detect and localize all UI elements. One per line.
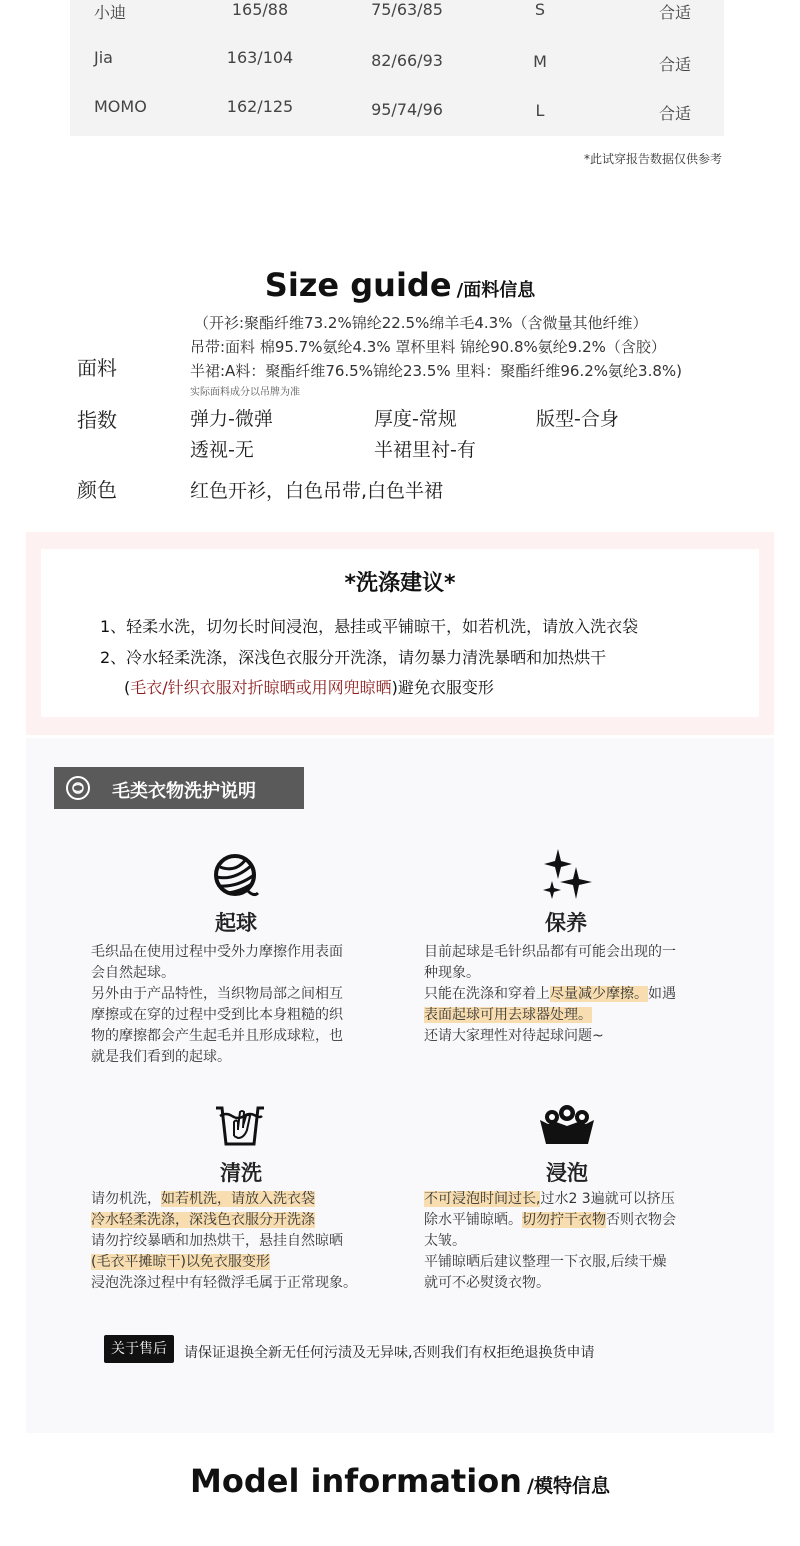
fit-note: *此试穿报告数据仅供参考: [583, 152, 722, 166]
maintain-text: [424, 942, 724, 1047]
model-name: 小迪: [94, 3, 127, 22]
sparkle-icon: [540, 847, 594, 901]
wool-care-banner-text: 毛类衣物洗护说明: [112, 781, 256, 802]
pilling-line: 毛织品在使用过程中受外力摩擦作用表面: [91, 944, 343, 960]
yarn-ball-icon: [212, 853, 260, 901]
maintain-line: 还请大家理性对待起球问题~: [424, 1028, 604, 1044]
measurements: 82/66/93: [371, 51, 443, 70]
maintain-title: 保养: [545, 911, 587, 935]
fit: 合适: [658, 104, 691, 123]
after-sales-tag: 关于售后: [104, 1335, 174, 1363]
height-weight: 162/125: [226, 97, 294, 116]
size: L: [535, 101, 545, 120]
pilling-line: 摩擦或在穿的过程中受到比本身粗糙的织: [91, 1007, 343, 1023]
wool-care-banner: [54, 767, 304, 809]
wool-icon: [66, 776, 90, 800]
wash-line-1: 1、轻柔水洗，切勿长时间浸泡，悬挂或平铺晾干，如若机洗，请放入洗衣袋: [100, 617, 639, 636]
size: S: [534, 0, 546, 19]
maintain-highlight: 尽量减少摩擦。: [550, 986, 648, 1002]
soak-line: [424, 1189, 734, 1210]
wash-care-line: [91, 1252, 401, 1273]
wash-care-title: 清洗: [220, 1161, 262, 1185]
size-guide-title: Size guide: [264, 266, 452, 304]
after-sales-text: 请保证退换全新无任何污渍及无异味,否则我们有权拒绝退换货申请: [184, 1345, 595, 1361]
measurements: 75/63/85: [371, 0, 443, 19]
wash-title: *洗涤建议*: [344, 571, 456, 596]
maintain-line: [424, 984, 724, 1005]
wool-care-section: [26, 738, 774, 1433]
skirt-lining: 半裙里衬-有: [374, 439, 476, 461]
height-weight: 165/88: [231, 0, 289, 19]
model-info-subtitle: /模特信息: [527, 1475, 610, 1497]
soak-line: 就可不必熨烫衣物。: [424, 1275, 550, 1291]
elasticity: 弹力-微弹: [190, 408, 273, 430]
fabric-label: 面料: [77, 356, 117, 380]
measurements: 95/74/96: [371, 100, 443, 119]
wash-line-3: [124, 675, 494, 698]
wash-line-2: 2、冷水轻柔洗涤，深浅色衣服分开洗涤，请勿暴力清洗暴晒和加热烘干: [100, 648, 607, 667]
fabric-line: 吊带:面料 棉95.7%氨纶4.3% 罩杯里料 锦纶90.8%氨纶9.2%（含胶）: [190, 338, 666, 356]
fabric-note: 实际面料成分以吊牌为准: [190, 387, 300, 398]
maintain-line: 种现象。: [424, 965, 480, 981]
color-value: 红色开衫，白色吊带,白色半裙: [190, 480, 444, 502]
maintain-line: [424, 1005, 724, 1026]
hand-wash-icon: [214, 1102, 266, 1148]
table-row: [70, 0, 724, 50]
wash-care-highlight: 冷水轻柔洗涤，深浅色衣服分开洗涤: [91, 1212, 315, 1228]
wash-line-3-rest: )避免衣服变形: [391, 678, 494, 697]
index-label: 指数: [77, 408, 117, 432]
wash-care-text-part: 请勿机洗，: [91, 1191, 161, 1207]
soak-highlight: 切勿拧干衣物: [522, 1212, 606, 1228]
height-weight: 163/104: [226, 48, 294, 67]
pilling-line: 另外由于产品特性，当织物局部之间相互: [91, 986, 343, 1002]
maintain-line: 目前起球是毛针织品都有可能会出现的一: [424, 944, 676, 960]
table-row: [70, 97, 724, 147]
wash-care-text: [91, 1189, 401, 1294]
wash-care-highlight: (毛衣平摊晾干)以免衣服变形: [91, 1254, 270, 1270]
wash-care-line: [91, 1210, 401, 1231]
model-info-heading: [0, 1462, 800, 1500]
color-label: 颜色: [77, 478, 117, 502]
table-row: [70, 48, 724, 98]
model-name: Jia: [94, 48, 113, 67]
soak-text-part: 否则衣物会: [606, 1212, 676, 1228]
model-info-title: Model information: [190, 1462, 522, 1500]
soak-title: 浸泡: [546, 1161, 588, 1185]
paren-open: (: [124, 678, 131, 697]
fit-type: 版型-合身: [536, 408, 619, 430]
fit-table: [70, 0, 724, 136]
fabric-line: （开衫:聚酯纤维73.2%锦纶22.5%绵羊毛4.3%（含微量其他纤维）: [194, 314, 648, 332]
wash-care-line: [91, 1189, 401, 1210]
model-name: MOMO: [94, 97, 147, 116]
fit: 合适: [658, 55, 691, 74]
soak-text-part: 除水平铺晾晒。: [424, 1212, 522, 1228]
wash-care-line: 浸泡洗涤过程中有轻微浮毛属于正常现象。: [91, 1275, 357, 1291]
maintain-text-part: 如遇: [648, 986, 676, 1002]
soak-line: 太皱。: [424, 1233, 466, 1249]
wash-line-3-highlight: 毛衣/针织衣服对折晾晒或用网兜晾晒: [130, 678, 392, 697]
pilling-title: 起球: [215, 911, 257, 935]
wash-care-line: 请勿拧绞暴晒和加热烘干，悬挂自然晾晒: [91, 1233, 343, 1249]
pilling-text: [91, 942, 391, 1068]
soak-text: [424, 1189, 734, 1294]
maintain-text-part: 只能在洗涤和穿着上: [424, 986, 550, 1002]
size: M: [533, 52, 547, 71]
soak-highlight: 不可浸泡时间过长,: [424, 1191, 541, 1207]
soak-line: [424, 1210, 734, 1231]
fit: 合适: [658, 3, 691, 22]
pilling-line: 就是我们看到的起球。: [91, 1049, 231, 1065]
soak-line: 平铺晾晒后建议整理一下衣服,后续干燥: [424, 1254, 667, 1270]
size-guide-subtitle: /面料信息: [456, 280, 536, 301]
soak-text-part: 过水2 3遍就可以挤压: [540, 1191, 675, 1207]
transparency: 透视-无: [190, 439, 254, 461]
wash-care-highlight: 如若机洗，请放入洗衣袋: [161, 1191, 315, 1207]
fabric-line: 半裙:A料：聚酯纤维76.5%锦纶23.5% 里料：聚酯纤维96.2%氨纶3.8%): [190, 362, 682, 380]
pilling-line: 物的摩擦都会产生起毛并且形成球粒，也: [91, 1028, 343, 1044]
pilling-line: 会自然起球。: [91, 965, 175, 981]
size-guide-heading: [0, 266, 800, 304]
maintain-highlight: 表面起球可用去球器处理。: [424, 1007, 592, 1023]
soak-basin-icon: [538, 1104, 596, 1146]
thickness: 厚度-常规: [374, 408, 457, 430]
